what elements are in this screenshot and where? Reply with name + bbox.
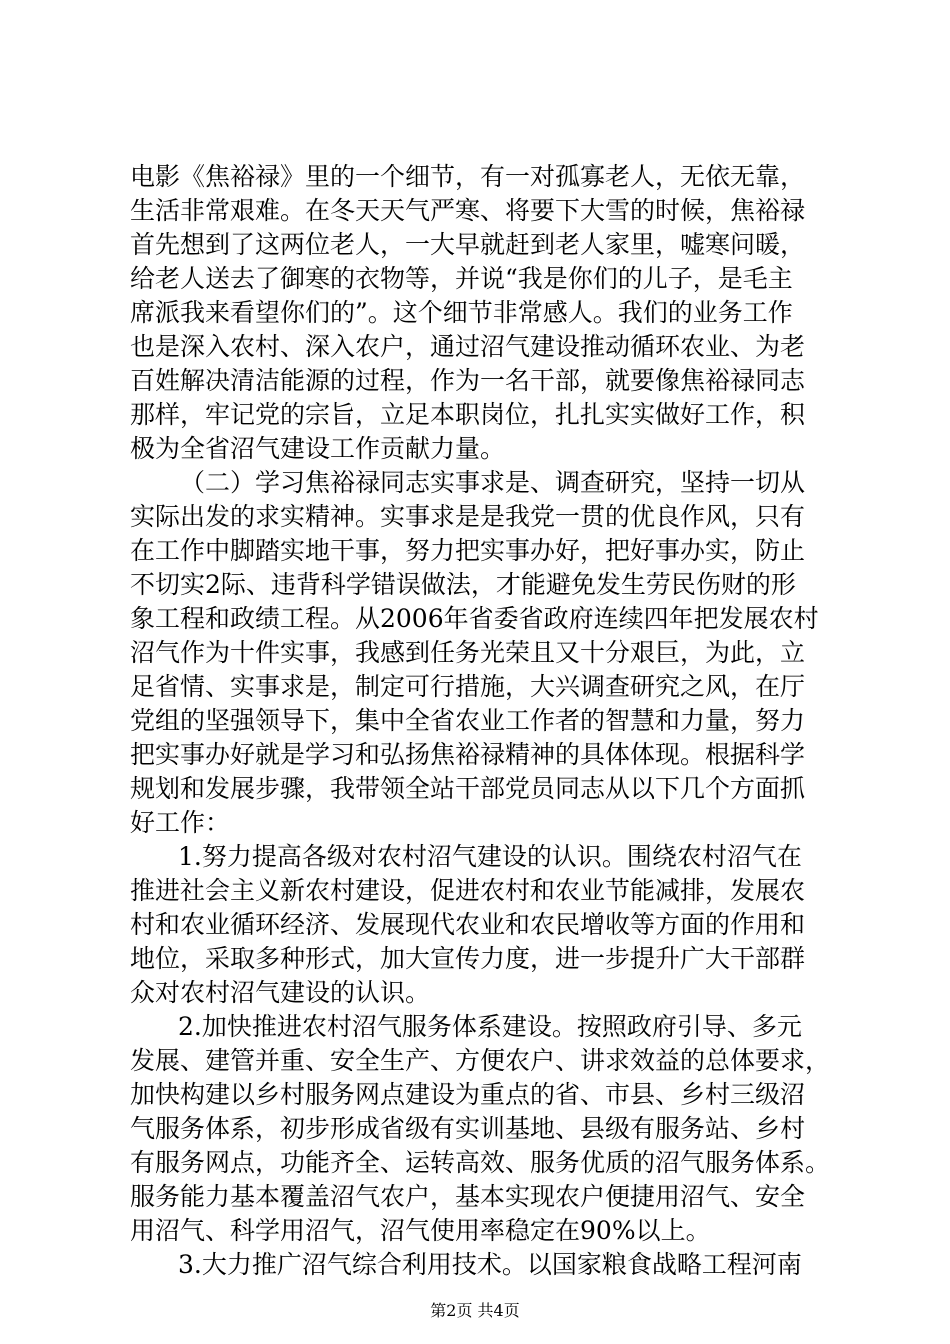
body-text-line: 把实事办好就是学习和弘扬焦裕禄精神的具体体现。根据科学 <box>130 740 806 769</box>
body-text-line: 电影《焦裕禄》里的一个细节，有一对孤寡老人，无依无靠， <box>130 162 806 191</box>
body-text-line: 足省情、实事求是，制定可行措施，大兴调查研究之风，在厅 <box>130 672 806 701</box>
body-text-line: 生活非常艰难。在冬天天气严寒、将要下大雪的时候，焦裕禄 <box>130 196 806 225</box>
list-item-line: 3.大力推广沼气综合利用技术。以国家粮食战略工程河南 <box>178 1250 802 1279</box>
body-text-line: 有服务网点，功能齐全、运转高效、服务优质的沼气服务体系。 <box>130 1148 830 1177</box>
body-text-line: 推进社会主义新农村建设，促进农村和农业节能减排，发展农 <box>130 876 806 905</box>
list-item-line: 1.努力提高各级对农村沼气建设的认识。围绕农村沼气在 <box>178 842 802 871</box>
body-text-line: 发展、建管并重、安全生产、方便农户、讲求效益的总体要求， <box>130 1046 830 1075</box>
body-text-line: 极为全省沼气建设工作贡献力量。 <box>130 434 506 463</box>
body-text-line: 在工作中脚踏实地干事，努力把实事办好，把好事办实，防止 <box>130 536 806 565</box>
section-heading-line: （二）学习焦裕禄同志实事求是、调查研究，坚持一切从 <box>180 468 806 497</box>
body-text-line: 众对农村沼气建设的认识。 <box>130 978 431 1007</box>
body-text-line: 规划和发展步骤，我带领全站干部党员同志从以下几个方面抓 <box>130 774 806 803</box>
body-text-line: 首先想到了这两位老人，一大早就赶到老人家里，嘘寒问暖， <box>130 230 806 259</box>
body-text-line: 好工作： <box>130 808 231 837</box>
body-text-line: 不切实2际、违背科学错误做法，才能避免发生劳民伤财的形 <box>130 570 796 599</box>
body-text-line: 党组的坚强领导下，集中全省农业工作者的智慧和力量，努力 <box>130 706 806 735</box>
body-text-line: 象工程和政绩工程。从2006年省委省政府连续四年把发展农村 <box>130 604 819 633</box>
body-text-line: 加快构建以乡村服务网点建设为重点的省、市县、乡村三级沼 <box>130 1080 806 1109</box>
body-text-line: 地位，采取多种形式，加大宣传力度，进一步提升广大干部群 <box>130 944 806 973</box>
body-text-line: 沼气作为十件实事，我感到任务光荣且又十分艰巨，为此，立 <box>130 638 806 667</box>
body-text-line: 那样，牢记党的宗旨，立足本职岗位，扎扎实实做好工作，积 <box>130 400 806 429</box>
body-text-line: 服务能力基本覆盖沼气农户，基本实现农户便捷用沼气、安全 <box>130 1182 806 1211</box>
list-item-line: 2.加快推进农村沼气服务体系建设。按照政府引导、多元 <box>178 1012 802 1041</box>
body-text-line: 实际出发的求实精神。实事求是是我党一贯的优良作风，只有 <box>130 502 806 531</box>
body-text-line: 百姓解决清洁能源的过程，作为一名干部，就要像焦裕禄同志 <box>130 366 806 395</box>
page-number-footer: 第2页 共4页 <box>430 1301 520 1320</box>
body-text-line: 村和农业循环经济、发展现代农业和农民增收等方面的作用和 <box>130 910 806 939</box>
body-text-line: 也是深入农村、深入农户，通过沼气建设推动循环农业、为老 <box>130 332 806 361</box>
body-text-line: 气服务体系，初步形成省级有实训基地、县级有服务站、乡村 <box>130 1114 806 1143</box>
body-text-line: 给老人送去了御寒的衣物等，并说“我是你们的儿子，是毛主 <box>130 264 793 293</box>
body-text-line: 用沼气、科学用沼气，沼气使用率稳定在90%以上。 <box>130 1216 711 1245</box>
body-text-line: 席派我来看望你们的”。这个细节非常感人。我们的业务工作 <box>130 298 793 327</box>
